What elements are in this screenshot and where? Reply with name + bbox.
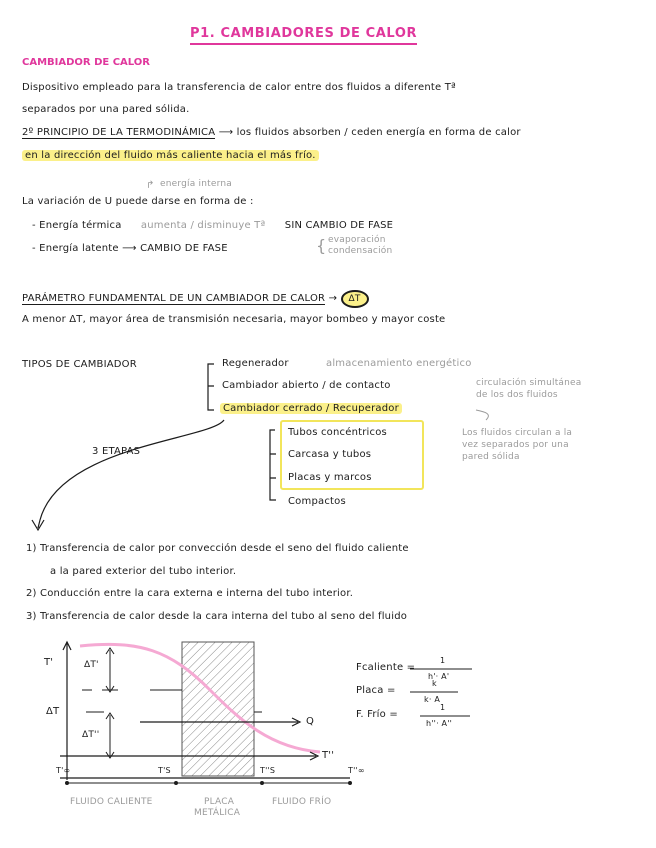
dt2-label: ΔT''	[82, 730, 100, 740]
arrow-right-icon: ⟶	[122, 243, 141, 254]
latent-note-condensation: condensación	[328, 246, 393, 256]
parameter-text: A menor ΔT, mayor área de transmisión necesaria, mayor bombeo y mayor coste	[22, 314, 446, 325]
x-label-t2-s: T''S	[260, 766, 276, 775]
principle-highlight: en la dirección del fluido más caliente hacia el más frío.	[22, 150, 319, 161]
zone-hot-fluid: FLUIDO CALIENTE	[70, 797, 153, 807]
energy-intro: La variación de U puede darse en forma de :	[22, 196, 254, 207]
stages-label: 3 ETAPAS	[92, 446, 141, 457]
definition-line-2: separados por una pared sólida.	[22, 104, 190, 115]
subtype-compactos: Compactos	[288, 496, 346, 507]
cerrado-note-3: pared sólida	[462, 452, 520, 462]
regenerador-note: almacenamiento energético	[326, 358, 472, 369]
latent-note-evaporation: evaporación	[328, 235, 386, 245]
type-abierto: Cambiador abierto / de contacto	[222, 380, 391, 391]
zone-plate-line-2: METÁLICA	[194, 808, 241, 818]
zone-plate-line-1: PLACA	[204, 797, 235, 807]
x-label-t1-inf: T'∞	[56, 766, 71, 775]
x-label-t2-inf: T''∞	[348, 766, 365, 775]
principle-text: los fluidos absorben / ceden energía en forma de calor	[236, 127, 521, 138]
y-label-dt: ΔT	[46, 706, 60, 717]
formula-cold-denominator: h''· A''	[426, 719, 453, 728]
step-1-line-b: a la pared exterior del tubo interior.	[50, 566, 237, 577]
abierto-note-1: circulación simultánea	[476, 378, 582, 388]
internal-energy-note: energía interna	[160, 179, 232, 189]
formula-hot-denominator: h'· A'	[428, 672, 450, 681]
thermal-result: SIN CAMBIO DE FASE	[284, 220, 394, 231]
thermal-label: - Energía térmica	[32, 220, 122, 231]
step-1-line-a: 1) Transferencia de calor por convección desde el seno del fluido caliente	[26, 543, 409, 554]
brace-icon: {	[316, 236, 327, 255]
formula-cold-numerator: 1	[440, 703, 446, 712]
abierto-note-2: de los dos fluidos	[476, 390, 558, 400]
principle-label: 2º PRINCIPIO DE LA TERMODINÁMICA	[22, 127, 216, 138]
arrow-right-icon: ⟶	[218, 127, 237, 138]
arrow-right-icon: →	[328, 293, 341, 304]
types-heading: TIPOS DE CAMBIADOR	[22, 359, 137, 370]
cerrado-note-2: vez separados por una	[462, 440, 569, 450]
delta-t-badge: ΔT	[341, 290, 369, 308]
formula-cold-label: F. Frío =	[356, 709, 398, 720]
step-3: 3) Transferencia de calor desde la cara interna del tubo al seno del fluido	[26, 611, 408, 622]
formula-hot-label: Fcaliente =	[356, 662, 416, 673]
cerrado-note-1: Los fluidos circulan a la	[462, 428, 573, 438]
parameter-heading: PARÁMETRO FUNDAMENTAL DE UN CAMBIADOR DE CALOR	[22, 293, 326, 304]
type-cerrado: Cambiador cerrado / Recuperador	[220, 403, 402, 414]
subtype-tubos: Tubos concéntricos	[288, 427, 387, 438]
page-title: P1. CAMBIADORES DE CALOR	[190, 26, 417, 45]
thermal-gray-note: aumenta / disminuye Tª	[140, 220, 266, 231]
definition-line-1: Dispositivo empleado para la transferencia de calor entre dos fluidos a diferente Tª	[22, 82, 456, 93]
q-label: Q	[306, 716, 315, 727]
section-heading-cambiador: CAMBIADOR DE CALOR	[22, 57, 151, 68]
subtype-placas: Placas y marcos	[288, 472, 372, 483]
formula-hot-numerator: 1	[440, 656, 446, 665]
curved-arrow-icon: ↱	[146, 180, 155, 191]
x-label-t1-s: T'S	[158, 766, 171, 775]
latent-label: - Energía latente	[32, 243, 119, 254]
t2-label: T''	[322, 750, 335, 761]
type-regenerador: Regenerador	[222, 358, 289, 369]
dt1-label: ΔT'	[84, 660, 99, 670]
formula-plate-label: Placa =	[356, 685, 396, 696]
y-label-t1: T'	[44, 657, 54, 668]
formula-plate-denominator: k· A	[424, 695, 440, 704]
subtype-carcasa: Carcasa y tubos	[288, 449, 372, 460]
latent-result: CAMBIO DE FASE	[140, 243, 228, 254]
zone-cold-fluid: FLUIDO FRÍO	[272, 797, 332, 807]
formula-plate-numerator: k	[432, 679, 437, 688]
step-2: 2) Conducción entre la cara externa e interna del tubo interior.	[26, 588, 354, 599]
